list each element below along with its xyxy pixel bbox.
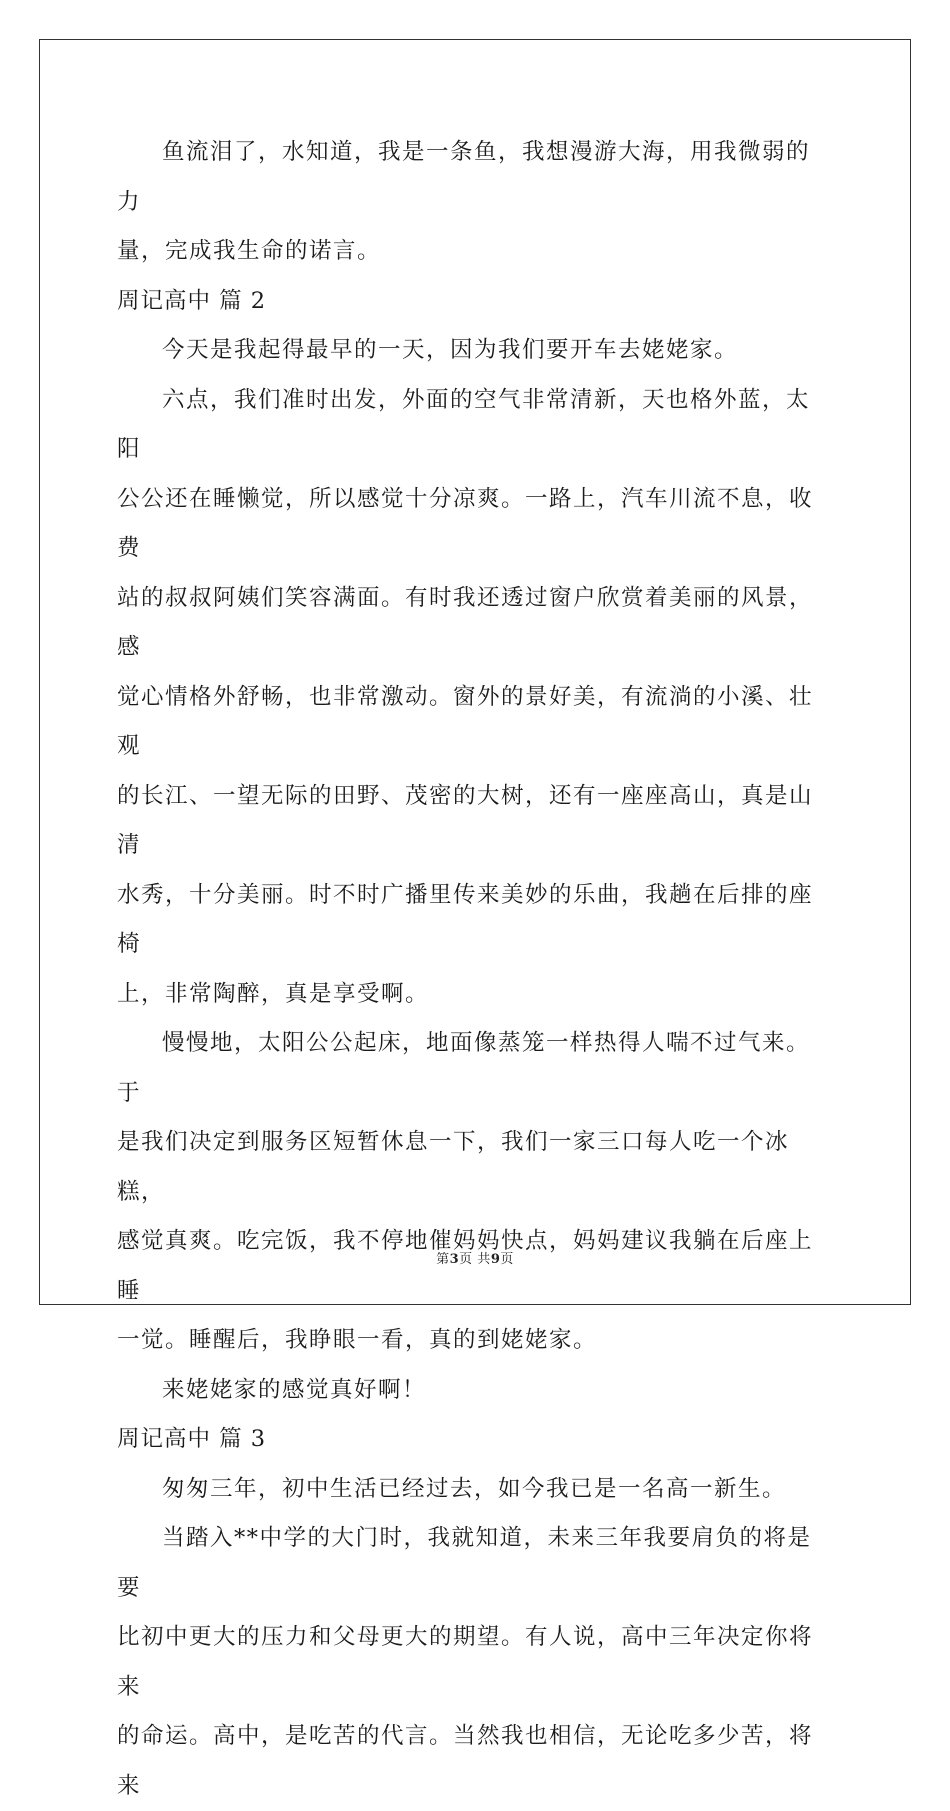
paragraph-line: 站的叔叔阿姨们笑容满面。有时我还透过窗户欣赏着美丽的风景，感: [117, 584, 814, 660]
paragraph-line: 慢慢地，太阳公公起床，地面像蒸笼一样热得人喘不过气来。于: [117, 1030, 811, 1106]
paragraph-line: 来姥姥家的感觉真好啊！: [162, 1376, 427, 1403]
paragraph-line: 当踏入**中学的大门时，我就知道，未来三年我要肩负的将是要: [117, 1525, 812, 1601]
footer-page-number: 3: [449, 1252, 460, 1267]
body-paragraph: [117, 128, 833, 277]
paragraph-line: 匆匆三年，初中生活已经过去，如今我已是一名高一新生。: [162, 1475, 787, 1502]
paragraph-line: 比初中更大的压力和父母更大的期望。有人说，高中三年决定你将来: [117, 1624, 814, 1700]
paragraph-line: 六点，我们准时出发，外面的空气非常清新，天也格外蓝，太阳: [117, 386, 811, 462]
paragraph-line: 公公还在睡懒觉，所以感觉十分凉爽。一路上，汽车川流不息，收费: [117, 485, 814, 561]
section-heading: 周记高中 篇 3: [117, 1426, 267, 1452]
body-paragraph: [117, 1514, 833, 1811]
paragraph-line: 鱼流泪了，水知道，我是一条鱼，我想漫游大海，用我微弱的力: [117, 139, 811, 215]
body-paragraph: [117, 326, 833, 376]
page-footer: [0, 1248, 950, 1267]
footer-prefix: 第: [436, 1252, 450, 1267]
footer-mid: 页 共: [459, 1252, 491, 1267]
paragraph-line: 上，非常陶醉，真是享受啊。: [117, 980, 430, 1007]
paragraph-line: 今天是我起得最早的一天，因为我们要开车去姥姥家。: [162, 337, 739, 363]
paragraph-line: 一觉。睡醒后，我睁眼一看，真的到姥姥家。: [117, 1327, 598, 1353]
paragraph-line: 觉心情格外舒畅，也非常激动。窗外的景好美，有流淌的小溪、壮观: [117, 683, 814, 759]
paragraph-line: 的长江、一望无际的田野、茂密的大树，还有一座座高山，真是山清: [117, 782, 814, 858]
document-body: [117, 128, 833, 1811]
section-heading: 周记高中 篇 2: [117, 287, 267, 314]
paragraph-line: 量，完成我生命的诺言。: [117, 238, 382, 264]
footer-suffix: 页: [500, 1252, 514, 1267]
paragraph-line: 感觉真爽。吃完饭，我不停地催妈妈快点，妈妈建议我躺在后座上睡: [117, 1228, 814, 1304]
body-paragraph: [117, 1366, 833, 1416]
body-paragraph: [117, 1465, 833, 1515]
footer-total-pages: 9: [490, 1252, 501, 1267]
body-paragraph: [117, 376, 833, 1020]
paragraph-line: 的命运。高中，是吃苦的代言。当然我也相信，无论吃多少苦，将来: [117, 1723, 814, 1799]
paragraph-line: 是我们决定到服务区短暂休息一下，我们一家三口每人吃一个冰糕，: [117, 1129, 790, 1205]
paragraph-line: 水秀，十分美丽。时不时广播里传来美妙的乐曲，我趟在后排的座椅: [117, 881, 814, 957]
body-paragraph: [117, 1019, 833, 1366]
